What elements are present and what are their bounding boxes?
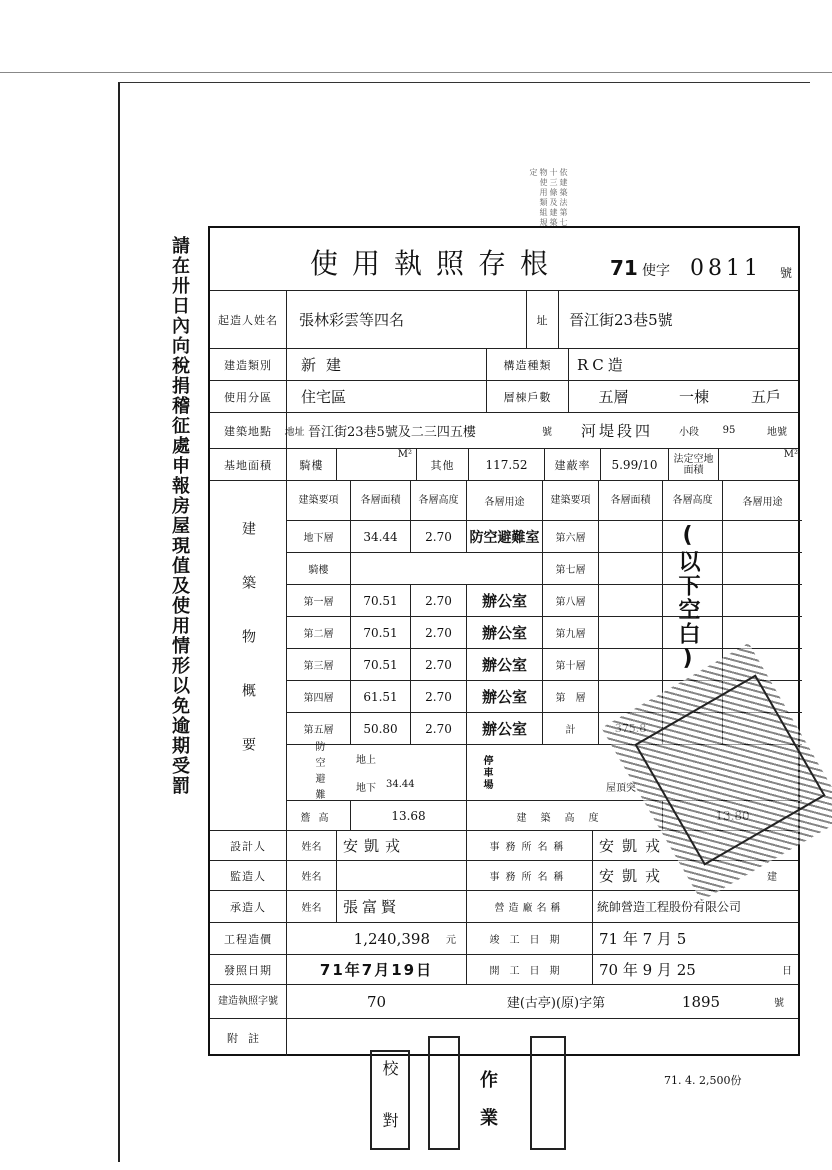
scan-top-line xyxy=(0,72,832,73)
outline-label: 建築物概要 xyxy=(240,520,256,791)
designer-name: 安凱戎 xyxy=(336,831,466,860)
start-label: 開工日期 xyxy=(466,955,592,984)
eaves-label: 簷高 xyxy=(286,801,350,831)
designer-office-label: 事務所名稱 xyxy=(466,831,592,860)
floor-name-right: 第七層 xyxy=(542,553,598,584)
hdr-use-2: 各層用途 xyxy=(722,481,802,520)
done-label: 竣工日期 xyxy=(466,923,592,954)
legal-label: 法定空地面積 xyxy=(668,449,718,480)
legal-m2: M² xyxy=(718,449,802,480)
floor-header-row xyxy=(286,481,802,521)
hdr-height-2: 各層高度 xyxy=(662,481,722,520)
floor-area: 50.80 xyxy=(350,713,410,744)
other-label: 其他 xyxy=(416,449,468,480)
use-row xyxy=(210,380,798,412)
ratio-value: 5.99/10 xyxy=(600,449,668,480)
other-value: 117.52 xyxy=(468,449,544,480)
remarks-label: 附註 xyxy=(227,1031,269,1045)
floor-area: 70.51 xyxy=(350,617,410,648)
site-label: 建築地點 xyxy=(224,424,272,438)
issue-date: 71年7月19日 xyxy=(286,955,466,984)
supervisor-name-label: 姓名 xyxy=(286,861,336,890)
hdr-item-2: 建築要項 xyxy=(542,481,598,520)
type-row xyxy=(210,348,798,380)
bldg-value: 一棟 xyxy=(678,388,709,406)
builder-label: 起造人姓名 xyxy=(218,313,278,327)
work-stamp-label: 作業 xyxy=(477,1070,498,1146)
shelter-label: 防空避難 xyxy=(286,745,350,800)
floor-height: 2.70 xyxy=(410,521,466,552)
floor-name: 騎樓 xyxy=(286,553,350,584)
floor-area: 61.51 xyxy=(350,681,410,712)
struct-value: RC造 xyxy=(568,349,802,380)
floor-row xyxy=(286,553,802,585)
floor-name: 第一層 xyxy=(286,585,350,616)
approval-stamp-box xyxy=(530,1036,566,1150)
hdr-area-2: 各層面積 xyxy=(598,481,662,520)
permit-word-value: 建(古亭)(原)字第 xyxy=(506,996,606,1011)
floor-use: 辦公室 xyxy=(466,713,542,744)
side-note-small: 依建築法第七十三條及建築物使用類組規定 xyxy=(529,168,568,228)
seal-stamp-box xyxy=(428,1036,460,1150)
hdr-item-1: 建築要項 xyxy=(286,481,350,520)
floor-name: 第四層 xyxy=(286,681,350,712)
permit-row xyxy=(210,984,798,1018)
issue-row xyxy=(210,954,798,984)
floor-height: 2.70 xyxy=(410,713,466,744)
floor-use: 辦公室 xyxy=(466,681,542,712)
floor-name: 第三層 xyxy=(286,649,350,680)
floor-use: 辦公室 xyxy=(466,617,542,648)
cost-unit: 元 xyxy=(446,935,456,946)
cost-value: 1,240,398 xyxy=(286,923,436,954)
floor-name-right: 第十層 xyxy=(542,649,598,680)
type-value: 新建 xyxy=(286,349,486,380)
roof-label: 屋頂突 xyxy=(606,783,636,794)
builder-addr-label: 址 xyxy=(526,291,558,348)
area-label: 基地面積 xyxy=(224,458,272,472)
site-section: 河堤段四 xyxy=(580,422,653,440)
permit-suffix: 號 xyxy=(780,266,793,280)
floor-row xyxy=(286,521,802,553)
floor-row xyxy=(286,617,802,649)
title-row xyxy=(210,228,798,298)
site-addr-label: 地址 xyxy=(286,413,302,448)
site-lot-suffix: 地號 xyxy=(767,427,787,438)
floor-area: 70.51 xyxy=(350,649,410,680)
floor-name-right: 第九層 xyxy=(542,617,598,648)
floor-height: 2.70 xyxy=(410,617,466,648)
issue-label: 發照日期 xyxy=(224,963,272,977)
shelter-below: 地下 xyxy=(356,783,376,794)
floor-name-right: 第八層 xyxy=(542,585,598,616)
struct-label: 構造種類 xyxy=(486,349,568,380)
floor-name: 第五層 xyxy=(286,713,350,744)
contractor-name-label: 姓名 xyxy=(286,891,336,922)
floor-area: 70.51 xyxy=(350,585,410,616)
floor-name: 第二層 xyxy=(286,617,350,648)
floor-use: 辦公室 xyxy=(466,649,542,680)
contractor-office: 統帥營造工程股份有限公司 xyxy=(592,891,802,922)
arcade-m2: M² xyxy=(336,449,416,480)
designer-office: 安凱戎 xyxy=(592,831,802,860)
shelter-above: 地上 xyxy=(356,755,376,766)
builder-name: 張林彩雲等四名 xyxy=(286,291,526,348)
done-date: 71 年 7 月 5 xyxy=(592,923,802,954)
permit-word: 使字 xyxy=(642,263,670,279)
floors-label: 層棟戶數 xyxy=(486,381,568,412)
start-date: 70 年 9 月 25 xyxy=(592,955,772,984)
remarks-row xyxy=(210,1018,798,1056)
permit-year: 71 xyxy=(610,256,638,280)
floor-height: 2.70 xyxy=(410,649,466,680)
site-sub: 小段 xyxy=(679,427,699,438)
side-note: 請在卅日內向稅捐稽征處申報房屋現值及使用情形以免逾期受罰 xyxy=(169,236,190,796)
permit-label: 建造執照字號 xyxy=(218,996,278,1007)
shelter-below-value: 34.44 xyxy=(386,779,415,790)
check-stamp-label: 校對 xyxy=(380,1060,399,1164)
floor-name-right: 第 層 xyxy=(542,681,598,712)
designer-name-label: 姓名 xyxy=(286,831,336,860)
parking-label: 停車場 xyxy=(466,745,506,800)
floor-height: 2.70 xyxy=(410,585,466,616)
contractor-office-label: 營造廠名稱 xyxy=(466,891,592,922)
floor-height: 2.70 xyxy=(410,681,466,712)
bldg-height-label: 建築高度 xyxy=(466,801,662,831)
use-value: 住宅區 xyxy=(286,381,486,412)
supervisor-office-label: 事務所名稱 xyxy=(466,861,592,890)
type-label: 建造類別 xyxy=(224,358,272,372)
hdr-height-1: 各層高度 xyxy=(410,481,466,520)
permit-no-value: 1895 xyxy=(681,992,721,1011)
supervisor-tail: 建 xyxy=(767,872,777,883)
print-count: 71. 4. 2,500份 xyxy=(664,1074,742,1087)
eaves-value: 13.68 xyxy=(350,801,466,831)
floor-area: 34.44 xyxy=(350,521,410,552)
cost-row xyxy=(210,922,798,954)
site-address: 晉江街23巷5號及二三四五樓 xyxy=(308,425,476,440)
supervisor-label: 監造人 xyxy=(230,869,266,883)
floor-use: 辦公室 xyxy=(466,585,542,616)
permit-year-value: 70 xyxy=(286,985,466,1018)
site-hao: 號 xyxy=(542,427,552,438)
blank-note: (以下空白) xyxy=(675,523,700,673)
use-label: 使用分區 xyxy=(224,390,272,404)
units-value: 五戶 xyxy=(750,388,781,406)
permit-no-suffix: 號 xyxy=(774,998,784,1009)
floor-name: 地下層 xyxy=(286,521,350,552)
permit-form xyxy=(208,226,800,1056)
floor-use: 防空避難室 xyxy=(466,521,542,552)
floor-name-right: 第六層 xyxy=(542,521,598,552)
designer-label: 設計人 xyxy=(230,839,266,853)
start-day: 日 xyxy=(782,966,792,977)
builder-address: 晉江街23巷5號 xyxy=(558,291,802,348)
area-row xyxy=(210,448,798,480)
ratio-label: 建蔽率 xyxy=(544,449,600,480)
floors-value: 五層 xyxy=(568,381,658,412)
hdr-use-1: 各層用途 xyxy=(466,481,542,520)
contractor-name: 張富賢 xyxy=(336,891,466,922)
cost-label: 工程造價 xyxy=(224,932,272,946)
floor-name-right: 計 xyxy=(542,713,598,744)
contractor-label: 承造人 xyxy=(230,900,266,914)
permit-number: 0811 xyxy=(690,256,762,281)
arcade-label: 騎樓 xyxy=(286,449,336,480)
site-row xyxy=(210,412,798,448)
hdr-area-1: 各層面積 xyxy=(350,481,410,520)
form-title: 使用執照存根 xyxy=(310,247,563,280)
supervisor-office: 安凱戎 xyxy=(592,861,742,890)
builder-row xyxy=(210,290,798,348)
floor-row xyxy=(286,585,802,617)
site-lot: 95 xyxy=(722,425,736,436)
